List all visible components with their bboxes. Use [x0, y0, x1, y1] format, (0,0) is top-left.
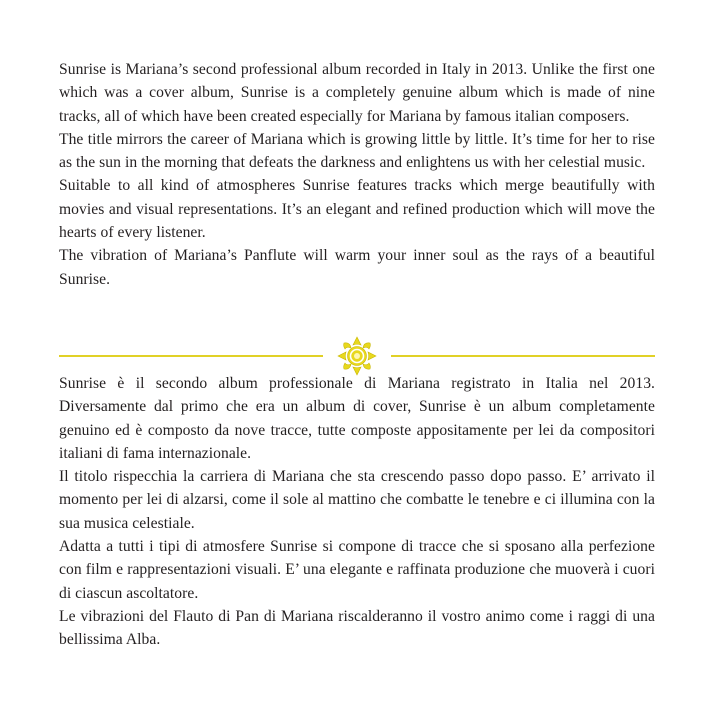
divider-line-left [59, 355, 323, 357]
italian-paragraph-4: Le vibrazioni del Flauto di Pan di Mariana riscalderanno il vostro animo come i raggi di una bellissima Alba. [59, 607, 655, 649]
italian-description [59, 372, 655, 652]
english-paragraph-3: Suitable to all kind of atmospheres Sunrise features tracks which merge beautifully with movies and visual representations. It’s an elegant and refined production which will move the hearts of every listener. [59, 177, 655, 242]
section-divider [59, 336, 655, 374]
italian-paragraph-1: Sunrise è il secondo album professionale di Mariana registrato in Italia nel 2013. Diversamente dal primo che era un album di cover, Sunrise è un album completamente genuino ed è composto da nove tracce, tutte composte appositamente per lei da compositori italiani di fama internazionale. [59, 375, 655, 462]
sun-ornament-icon [336, 336, 378, 376]
english-paragraph-1: Sunrise is Mariana’s second professional album recorded in Italy in 2013. Unlike the first one which was a cover album, Sunrise is a completely genuine album which is made of nine tracks, all of which have been created especially for Mariana by famous italian composers. [59, 61, 655, 125]
english-description [59, 58, 655, 291]
divider-line-right [391, 355, 655, 357]
english-paragraph-4: The vibration of Mariana’s Panflute will warm your inner soul as the rays of a beautiful Sunrise. [59, 247, 655, 288]
italian-paragraph-3: Adatta a tutti i tipi di atmosfere Sunrise si compone di tracce che si sposano alla perfezione con film e rappresentazioni visuali. E’ una elegante e raffinata produzione che muoverà i cuori di ciascun ascoltatore. [59, 538, 655, 602]
italian-paragraph-2: Il titolo rispecchia la carriera di Mariana che sta crescendo passo dopo passo. E’ arrivato il momento per lei di alzarsi, come il sole al mattino che combatte le tenebre e ci illumina con la sua musica celestiale. [59, 468, 655, 532]
english-paragraph-2: The title mirrors the career of Mariana which is growing little by little. It’s time for her to rise as the sun in the morning that defeats the darkness and enlightens us with her celestial music. [59, 130, 655, 172]
